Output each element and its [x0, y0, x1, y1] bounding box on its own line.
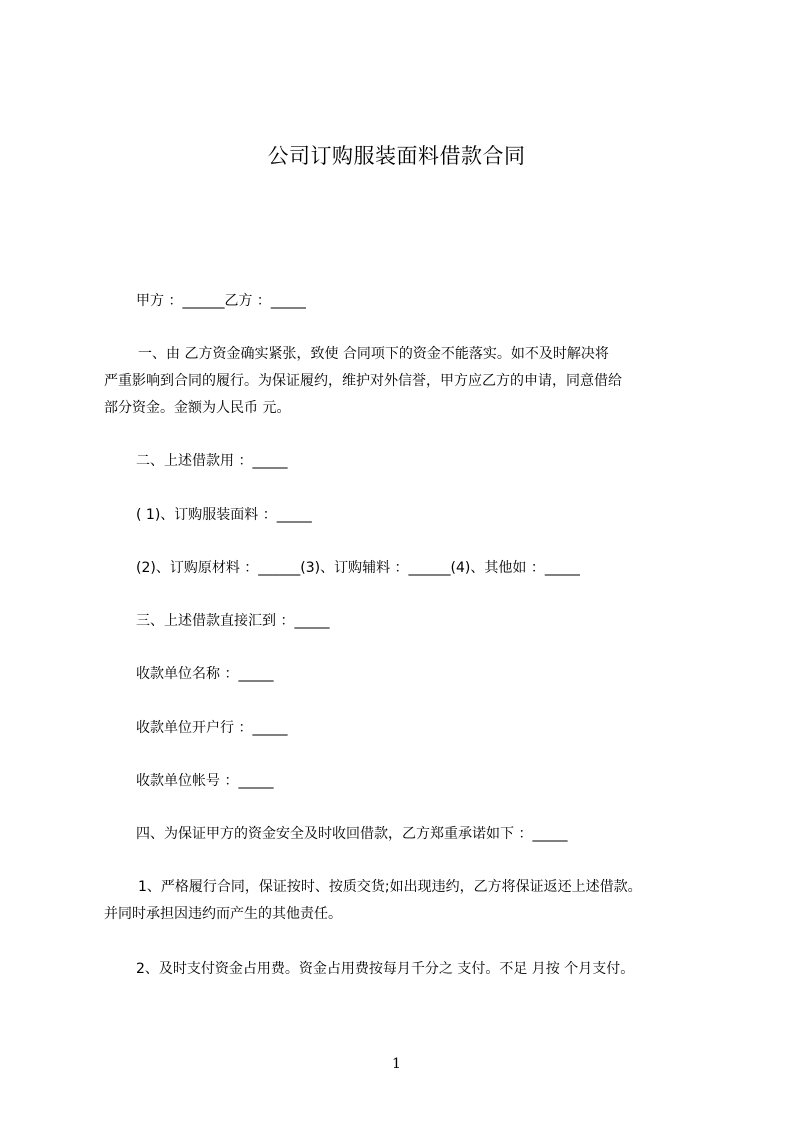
- clause-2: 二、上述借款用 ：_____: [136, 453, 288, 469]
- items-2-3-4: (2)、订购原材料 ：______(3)、订购辅料 ：______(4)、其他如 ：_____: [136, 560, 580, 576]
- payee-account: 收款单位帐号 ：_____: [136, 773, 274, 789]
- payee-name: 收款单位名称 ：_____: [136, 666, 274, 682]
- promise-1-line-1: 1、严格履行合同，保证按时、按质交货;如出现违约，乙方将保证返还上述借款。: [138, 879, 642, 895]
- parties-line: 甲方 ：______乙方 ：_____: [136, 293, 306, 309]
- promise-2: 2、及时支付资金占用费。资金占用费按每月千分之 支付。不足 月按 个月支付。: [136, 961, 635, 977]
- clause-1-line-1: 一、由 乙方资金确实紧张，致使 合同项下的资金不能落实。如不及时解决将: [138, 346, 609, 362]
- clause-3: 三、上述借款直接汇到 ：_____: [136, 613, 330, 629]
- clause-4: 四、为保证甲方的资金安全及时收回借款，乙方郑重承诺如下 ：_____: [136, 826, 568, 842]
- payee-bank: 收款单位开户行 ：_____: [136, 720, 288, 736]
- clause-1-line-3: 部分资金。金额为人民币 元。: [104, 400, 291, 416]
- page-number: 1: [392, 1056, 401, 1072]
- item-1: ( 1)、订购服装面料 ：_____: [136, 507, 312, 523]
- clause-1-line-2: 严重影响到合同的履行。为保证履约，维护对外信誉，甲方应乙方的申请，同意借给: [104, 373, 622, 389]
- promise-1-line-2: 并同时承担因违约而产生的其他责任。: [104, 906, 342, 922]
- document-title: 公司订购服装面料借款合同: [267, 144, 526, 168]
